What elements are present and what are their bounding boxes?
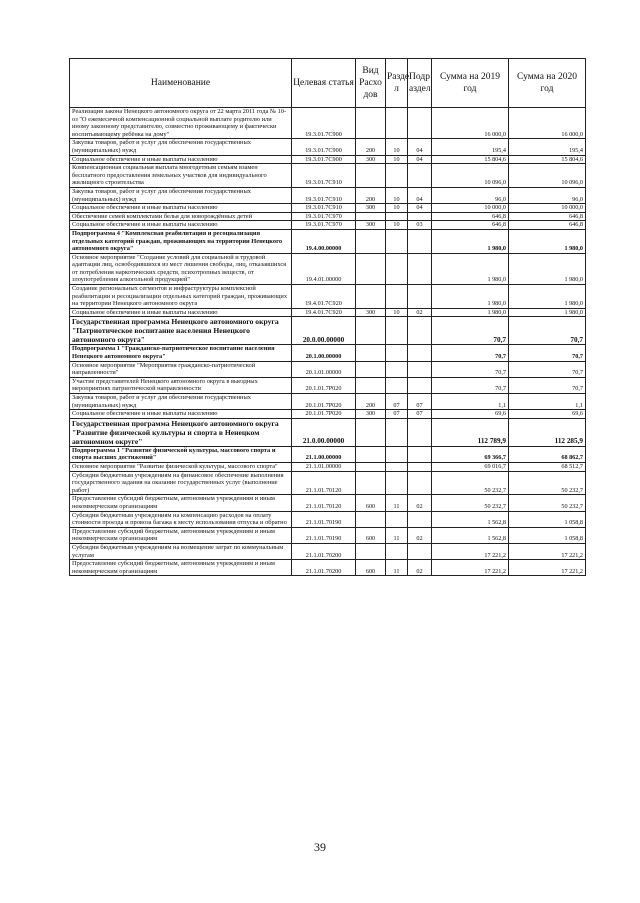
row-sum-2020: 112 285,9 [509, 418, 586, 446]
row-name: Субсидии бюджетным учреждениям на финансовое обеспечение выполнения государственного задания на оказание государственных услуг (выполнение работ) [70, 471, 292, 495]
row-razdel: 10 [386, 221, 408, 230]
row-vid [356, 164, 386, 188]
budget-table-page [69, 58, 585, 576]
row-target-code: 21.1.00.00000 [292, 446, 356, 462]
row-podrazdel [408, 164, 432, 188]
table-row [70, 527, 586, 543]
table-row [70, 253, 586, 284]
row-vid [356, 543, 386, 559]
row-razdel: 11 [386, 527, 408, 543]
row-podrazdel: 02 [408, 527, 432, 543]
row-sum-2020: 1 980,0 [509, 308, 586, 317]
table-row [70, 394, 586, 410]
row-target-code: 20.1.01.7Р020 [292, 377, 356, 393]
row-sum-2020: 17 221,2 [509, 543, 586, 559]
row-name: Закупка товаров, работ и услуг для обеспечения государственных (муниципальных) нужд [70, 139, 292, 155]
row-podrazdel: 02 [408, 560, 432, 576]
row-name: Основное мероприятие "Создание условий для социальной и трудовой адаптации лиц, освободившихся из мест лишения свободы, лиц, отказавшихся от потребления наркотических средств, психотропных веществ, от злоупотребления алкогольной продукцией" [70, 253, 292, 284]
row-sum-2019: 17 221,2 [432, 560, 509, 576]
row-target-code: 21.1.01.70200 [292, 560, 356, 576]
table-row [70, 187, 586, 203]
row-podrazdel [408, 462, 432, 471]
row-vid [356, 471, 386, 495]
row-target-code: 19.4.00.00000 [292, 229, 356, 253]
row-target-code: 19.3.01.7С900 [292, 155, 356, 164]
row-vid [356, 108, 386, 139]
row-name: Государственная программа Ненецкого автономного округа "Патриотическое воспитание населения Ненецкого автономного округа" [70, 317, 292, 345]
row-razdel [386, 108, 408, 139]
row-name: Социальное обеспечение и иные выплаты населению [70, 410, 292, 419]
header-name: Наименование [70, 59, 292, 108]
row-sum-2020: 10 096,0 [509, 164, 586, 188]
row-podrazdel: 07 [408, 394, 432, 410]
row-sum-2019: 1 562,8 [432, 511, 509, 527]
table-row [70, 511, 586, 527]
row-razdel [386, 164, 408, 188]
row-target-code: 19.3.01.7С900 [292, 108, 356, 139]
table-row [70, 221, 586, 230]
table-row [70, 462, 586, 471]
row-sum-2019: 1 980,0 [432, 308, 509, 317]
table-row [70, 164, 586, 188]
row-razdel [386, 361, 408, 377]
row-podrazdel: 04 [408, 187, 432, 203]
row-name: Основное мероприятие "Мероприятия гражданско-патриотической направленности" [70, 361, 292, 377]
budget-table [69, 58, 586, 576]
row-name: Субсидии бюджетным учреждениям на возмещение затрат по коммунальным услугам [70, 543, 292, 559]
row-vid [356, 361, 386, 377]
row-podrazdel [408, 229, 432, 253]
row-sum-2020: 96,0 [509, 187, 586, 203]
row-sum-2020: 68 862,7 [509, 446, 586, 462]
header-vid: Вид Расхо дов [356, 59, 386, 108]
row-podrazdel: 07 [408, 410, 432, 419]
row-sum-2020: 69,6 [509, 410, 586, 419]
table-row [70, 108, 586, 139]
row-sum-2020: 70,7 [509, 377, 586, 393]
row-name: Предоставление субсидий бюджетным, автономным учреждениям и иным некоммерческим организациям [70, 527, 292, 543]
row-sum-2020: 70,7 [509, 361, 586, 377]
row-podrazdel [408, 377, 432, 393]
row-name: Подпрограмма 1 "Развитие физической культуры, массового спорта и спорта высших достижений" [70, 446, 292, 462]
row-name: Социальное обеспечение и иные выплаты населению [70, 308, 292, 317]
row-vid [356, 446, 386, 462]
row-razdel: 11 [386, 495, 408, 511]
row-podrazdel [408, 253, 432, 284]
header-razdel: Разде л [386, 59, 408, 108]
row-vid: 600 [356, 495, 386, 511]
row-sum-2020: 646,8 [509, 221, 586, 230]
row-target-code: 19.3.01.7С970 [292, 212, 356, 221]
table-row [70, 410, 586, 419]
row-target-code: 21.1.01.00000 [292, 462, 356, 471]
row-target-code: 19.4.01.7С920 [292, 285, 356, 309]
row-sum-2019: 96,0 [432, 187, 509, 203]
table-row [70, 495, 586, 511]
row-name: Государственная программа Ненецкого автономного округа "Развитие физической культуры и спорта в Ненецком автономном округе" [70, 418, 292, 446]
row-name: Субсидии бюджетным учреждениям на компенсацию расходов на оплату стоимости проезда и провоза багажа к месту использования отпуска и обратно [70, 511, 292, 527]
row-podrazdel [408, 543, 432, 559]
row-vid: 300 [356, 410, 386, 419]
row-podrazdel [408, 471, 432, 495]
row-name: Социальное обеспечение и иные выплаты населению [70, 155, 292, 164]
row-sum-2020: 1 980,0 [509, 229, 586, 253]
row-name: Закупка товаров, работ и услуг для обеспечения государственных (муниципальных) нужд [70, 187, 292, 203]
row-target-code: 20.1.01.7Р020 [292, 410, 356, 419]
row-sum-2019: 70,7 [432, 361, 509, 377]
row-name: Создание региональных сегментов и инфраструктуры комплексной реабилитации и ресоциализации отдельных категорий граждан, проживающих на территории Ненецкого автономного округа [70, 285, 292, 309]
header-sum-2019: Сумма на 2019 год [432, 59, 509, 108]
row-sum-2020: 70,7 [509, 317, 586, 345]
row-name: Подпрограмма 4 "Комплексная реабилитация и ресоциализация отдельных категорий граждан, проживающих на территории Ненецкого автономного округа" [70, 229, 292, 253]
row-vid: 200 [356, 394, 386, 410]
row-razdel: 10 [386, 187, 408, 203]
row-sum-2019: 50 232,7 [432, 495, 509, 511]
row-name: Социальное обеспечение и иные выплаты населению [70, 221, 292, 230]
row-sum-2020: 1 980,0 [509, 253, 586, 284]
table-row [70, 543, 586, 559]
row-podrazdel [408, 345, 432, 361]
row-vid [356, 253, 386, 284]
row-name: Предоставление субсидий бюджетным, автономным учреждениям и иным некоммерческим организациям [70, 560, 292, 576]
row-vid [356, 212, 386, 221]
row-name: Компенсационная социальная выплата многодетным семьям взамен бесплатного предоставления земельных участков для индивидуального жилищного строительства [70, 164, 292, 188]
row-podrazdel: 02 [408, 495, 432, 511]
row-target-code: 19.3.01.7С970 [292, 221, 356, 230]
row-razdel: 10 [386, 204, 408, 213]
row-name: Закупка товаров, работ и услуг для обеспечения государственных (муниципальных) нужд [70, 394, 292, 410]
row-podrazdel: 04 [408, 155, 432, 164]
row-razdel [386, 511, 408, 527]
row-razdel [386, 229, 408, 253]
row-target-code: 19.3.01.7С910 [292, 187, 356, 203]
row-razdel [386, 462, 408, 471]
row-podrazdel [408, 511, 432, 527]
row-razdel [386, 345, 408, 361]
row-target-code: 21.1.01.70200 [292, 543, 356, 559]
row-podrazdel: 04 [408, 139, 432, 155]
page-number: 39 [314, 840, 326, 854]
table-row [70, 155, 586, 164]
row-vid: 200 [356, 139, 386, 155]
row-razdel [386, 543, 408, 559]
row-sum-2019: 70,7 [432, 345, 509, 361]
row-target-code: 19.3.01.7С900 [292, 139, 356, 155]
table-row [70, 471, 586, 495]
row-vid: 300 [356, 221, 386, 230]
row-sum-2019: 69 366,7 [432, 446, 509, 462]
row-podrazdel [408, 446, 432, 462]
row-target-code: 21.1.01.70120 [292, 495, 356, 511]
row-target-code: 21.1.01.70190 [292, 527, 356, 543]
row-razdel [386, 446, 408, 462]
header-podrazdel: Подр аздел [408, 59, 432, 108]
table-row [70, 345, 586, 361]
row-razdel: 10 [386, 155, 408, 164]
row-name: Обеспечение семей комплектами белья для новорождённых детей [70, 212, 292, 221]
row-target-code: 19.3.01.7С910 [292, 204, 356, 213]
row-sum-2020: 50 232,7 [509, 471, 586, 495]
row-razdel [386, 212, 408, 221]
row-target-code: 21.1.01.70120 [292, 471, 356, 495]
row-vid: 600 [356, 527, 386, 543]
table-row [70, 377, 586, 393]
row-razdel: 10 [386, 308, 408, 317]
row-vid: 300 [356, 155, 386, 164]
row-target-code: 19.4.01.00000 [292, 253, 356, 284]
row-sum-2019: 17 221,2 [432, 543, 509, 559]
row-target-code: 19.4.01.7С920 [292, 308, 356, 317]
row-vid [356, 229, 386, 253]
row-sum-2019: 16 000,0 [432, 108, 509, 139]
table-row [70, 446, 586, 462]
row-sum-2019: 10 096,0 [432, 164, 509, 188]
table-row [70, 212, 586, 221]
table-row [70, 317, 586, 345]
row-razdel [386, 377, 408, 393]
row-target-code: 20.1.01.00000 [292, 361, 356, 377]
table-row [70, 285, 586, 309]
row-sum-2019: 1 980,0 [432, 229, 509, 253]
row-sum-2019: 1 980,0 [432, 285, 509, 309]
row-target-code: 19.3.01.7С910 [292, 164, 356, 188]
row-target-code: 21.1.01.70190 [292, 511, 356, 527]
row-vid: 600 [356, 560, 386, 576]
row-vid [356, 418, 386, 446]
row-sum-2019: 50 232,7 [432, 471, 509, 495]
row-razdel [386, 285, 408, 309]
row-sum-2020: 1,1 [509, 394, 586, 410]
row-razdel: 10 [386, 139, 408, 155]
row-name: Социальное обеспечение и иные выплаты населению [70, 204, 292, 213]
table-row [70, 560, 586, 576]
row-target-code: 20.1.01.7Р020 [292, 394, 356, 410]
row-sum-2019: 646,8 [432, 212, 509, 221]
row-vid [356, 511, 386, 527]
row-razdel: 07 [386, 410, 408, 419]
row-podrazdel: 02 [408, 308, 432, 317]
row-sum-2019: 70,7 [432, 377, 509, 393]
row-razdel [386, 418, 408, 446]
table-header-row [70, 59, 586, 108]
row-podrazdel [408, 317, 432, 345]
row-razdel [386, 317, 408, 345]
row-vid: 300 [356, 204, 386, 213]
row-sum-2020: 16 000,0 [509, 108, 586, 139]
row-razdel: 11 [386, 560, 408, 576]
row-sum-2019: 69 016,7 [432, 462, 509, 471]
row-podrazdel [408, 212, 432, 221]
table-row [70, 361, 586, 377]
row-target-code: 20.0.00.00000 [292, 317, 356, 345]
table-row [70, 139, 586, 155]
row-sum-2019: 70,7 [432, 317, 509, 345]
row-vid [356, 285, 386, 309]
table-row [70, 418, 586, 446]
row-sum-2020: 195,4 [509, 139, 586, 155]
row-sum-2019: 195,4 [432, 139, 509, 155]
row-vid: 300 [356, 308, 386, 317]
row-sum-2020: 646,8 [509, 212, 586, 221]
row-podrazdel [408, 285, 432, 309]
row-podrazdel: 03 [408, 221, 432, 230]
row-sum-2019: 69,6 [432, 410, 509, 419]
row-sum-2020: 10 000,0 [509, 204, 586, 213]
row-razdel [386, 253, 408, 284]
row-vid [356, 317, 386, 345]
row-sum-2020: 70,7 [509, 345, 586, 361]
row-podrazdel [408, 108, 432, 139]
row-sum-2020: 68 512,7 [509, 462, 586, 471]
row-sum-2019: 1 562,8 [432, 527, 509, 543]
row-razdel [386, 471, 408, 495]
row-target-code: 21.0.00.00000 [292, 418, 356, 446]
row-name: Подпрограмма 1 "Гражданско-патриотическое воспитание населения Ненецкого автономного округа" [70, 345, 292, 361]
row-sum-2019: 646,8 [432, 221, 509, 230]
row-name: Участие представителей Ненецкого автономного округа в выездных мероприятиях патриотической направленности [70, 377, 292, 393]
row-podrazdel [408, 418, 432, 446]
row-vid: 200 [356, 187, 386, 203]
table-row [70, 308, 586, 317]
row-target-code: 20.1.00.00000 [292, 345, 356, 361]
header-target: Целевая статья [292, 59, 356, 108]
row-sum-2019: 10 000,0 [432, 204, 509, 213]
row-name: Предоставление субсидий бюджетным, автономным учреждениям и иным некоммерческим организациям [70, 495, 292, 511]
table-row [70, 229, 586, 253]
table-row [70, 204, 586, 213]
row-sum-2019: 1,1 [432, 394, 509, 410]
row-sum-2020: 15 804,6 [509, 155, 586, 164]
row-vid [356, 462, 386, 471]
row-vid [356, 345, 386, 361]
row-podrazdel: 04 [408, 204, 432, 213]
row-sum-2019: 15 804,6 [432, 155, 509, 164]
row-razdel: 07 [386, 394, 408, 410]
row-sum-2020: 1 058,8 [509, 527, 586, 543]
row-sum-2020: 50 232,7 [509, 495, 586, 511]
row-name: Реализация закона Ненецкого автономного округа от 22 марта 2011 года № 10-оз "О ежемесячной компенсационной социальной выплате родителю или иному законному представителю, совместно проживающему и фактически воспитывающему ребёнка на дому" [70, 108, 292, 139]
row-sum-2019: 112 789,9 [432, 418, 509, 446]
header-sum-2020: Сумма на 2020 год [509, 59, 586, 108]
table-body [70, 108, 586, 576]
row-podrazdel [408, 361, 432, 377]
row-name: Основное мероприятие "Развитие физической культуры, массового спорта" [70, 462, 292, 471]
row-vid [356, 377, 386, 393]
row-sum-2020: 1 980,0 [509, 285, 586, 309]
row-sum-2020: 17 221,2 [509, 560, 586, 576]
row-sum-2019: 1 980,0 [432, 253, 509, 284]
row-sum-2020: 1 058,8 [509, 511, 586, 527]
